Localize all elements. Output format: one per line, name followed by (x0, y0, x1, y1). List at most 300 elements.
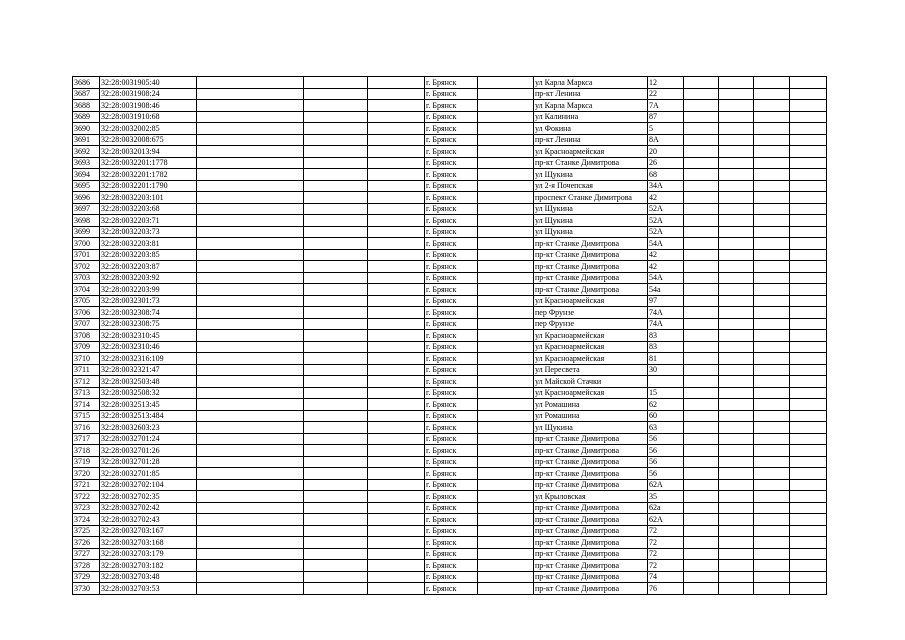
empty-cell (197, 157, 304, 169)
city-cell: г. Брянск (425, 238, 478, 250)
empty-cell (478, 261, 534, 273)
cadastral-number-cell: 32:28:0032701:26 (100, 445, 197, 457)
city-cell: г. Брянск (425, 180, 478, 192)
empty-cell (719, 77, 754, 89)
table-row (73, 479, 827, 491)
house-number-cell: 74А (648, 307, 684, 319)
empty-cell (304, 456, 368, 468)
empty-cell (754, 479, 790, 491)
street-cell: ул Фокина (534, 123, 648, 135)
row-number-cell: 3714 (73, 399, 100, 411)
empty-cell (719, 169, 754, 181)
empty-cell (197, 376, 304, 388)
empty-cell (197, 364, 304, 376)
table-row (73, 318, 827, 330)
row-number-cell: 3725 (73, 525, 100, 537)
row-number-cell: 3720 (73, 468, 100, 480)
empty-cell (478, 376, 534, 388)
cadastral-number-cell: 32:28:0032603:23 (100, 422, 197, 434)
cadastral-number-cell: 32:28:0032203:81 (100, 238, 197, 250)
empty-cell (684, 77, 719, 89)
empty-cell (197, 353, 304, 365)
empty-cell (719, 238, 754, 250)
empty-cell (478, 134, 534, 146)
table-row (73, 537, 827, 549)
cadastral-number-cell: 32:28:0032203:85 (100, 249, 197, 261)
table-row (73, 134, 827, 146)
cadastral-number-cell: 32:28:0032701:28 (100, 456, 197, 468)
empty-cell (790, 203, 827, 215)
empty-cell (754, 100, 790, 112)
table-row (73, 410, 827, 422)
empty-cell (754, 307, 790, 319)
empty-cell (754, 295, 790, 307)
empty-cell (197, 479, 304, 491)
street-cell: пр-кт Станке Димитрова (534, 571, 648, 583)
empty-cell (790, 77, 827, 89)
empty-cell (304, 100, 368, 112)
cadastral-number-cell: 32:28:0032201:1790 (100, 180, 197, 192)
row-number-cell: 3689 (73, 111, 100, 123)
empty-cell (368, 433, 425, 445)
row-number-cell: 3718 (73, 445, 100, 457)
cadastral-number-cell: 32:28:0032013:94 (100, 146, 197, 158)
street-cell: ул Майской Стачки (534, 376, 648, 388)
city-cell: г. Брянск (425, 525, 478, 537)
street-cell: пр-кт Станке Димитрова (534, 548, 648, 560)
empty-cell (790, 364, 827, 376)
house-number-cell: 56 (648, 456, 684, 468)
house-number-cell: 42 (648, 261, 684, 273)
table-body (73, 77, 827, 595)
city-cell: г. Брянск (425, 548, 478, 560)
empty-cell (197, 295, 304, 307)
empty-cell (684, 491, 719, 503)
empty-cell (478, 226, 534, 238)
empty-cell (719, 111, 754, 123)
empty-cell (197, 422, 304, 434)
empty-cell (478, 307, 534, 319)
cadastral-number-cell: 32:28:0032203:101 (100, 192, 197, 204)
table-row (73, 169, 827, 181)
empty-cell (304, 192, 368, 204)
empty-cell (684, 583, 719, 595)
empty-cell (790, 169, 827, 181)
row-number-cell: 3729 (73, 571, 100, 583)
empty-cell (304, 387, 368, 399)
empty-cell (304, 422, 368, 434)
street-cell: пр-кт Станке Димитрова (534, 560, 648, 572)
empty-cell (719, 399, 754, 411)
house-number-cell: 52А (648, 203, 684, 215)
empty-cell (197, 583, 304, 595)
empty-cell (719, 284, 754, 296)
empty-cell (790, 226, 827, 238)
empty-cell (197, 272, 304, 284)
empty-cell (754, 422, 790, 434)
city-cell: г. Брянск (425, 284, 478, 296)
row-number-cell: 3699 (73, 226, 100, 238)
empty-cell (719, 376, 754, 388)
cadastral-number-cell: 32:28:0032310:45 (100, 330, 197, 342)
table-row (73, 111, 827, 123)
house-number-cell: 68 (648, 169, 684, 181)
row-number-cell: 3730 (73, 583, 100, 595)
empty-cell (304, 295, 368, 307)
empty-cell (304, 583, 368, 595)
table-row (73, 353, 827, 365)
street-cell: ул Щукина (534, 203, 648, 215)
empty-cell (719, 491, 754, 503)
empty-cell (368, 180, 425, 192)
row-number-cell: 3702 (73, 261, 100, 273)
empty-cell (790, 548, 827, 560)
table-row (73, 330, 827, 342)
empty-cell (719, 537, 754, 549)
empty-cell (304, 134, 368, 146)
cadastral-number-cell: 32:28:0032201:1782 (100, 169, 197, 181)
cadastral-number-cell: 32:28:0032702:35 (100, 491, 197, 503)
city-cell: г. Брянск (425, 157, 478, 169)
empty-cell (754, 261, 790, 273)
cadastral-number-cell: 32:28:0032301:73 (100, 295, 197, 307)
city-cell: г. Брянск (425, 123, 478, 135)
empty-cell (197, 284, 304, 296)
street-cell: пр-кт Станке Димитрова (534, 525, 648, 537)
empty-cell (368, 353, 425, 365)
city-cell: г. Брянск (425, 571, 478, 583)
row-number-cell: 3727 (73, 548, 100, 560)
table-row (73, 180, 827, 192)
row-number-cell: 3719 (73, 456, 100, 468)
table-row (73, 433, 827, 445)
empty-cell (304, 88, 368, 100)
empty-cell (368, 157, 425, 169)
table-row (73, 456, 827, 468)
empty-cell (368, 468, 425, 480)
empty-cell (197, 548, 304, 560)
empty-cell (684, 399, 719, 411)
empty-cell (790, 537, 827, 549)
empty-cell (197, 571, 304, 583)
empty-cell (197, 341, 304, 353)
street-cell: проспект Станке Димитрова (534, 192, 648, 204)
city-cell: г. Брянск (425, 295, 478, 307)
empty-cell (478, 272, 534, 284)
street-cell: пр-кт Ленина (534, 88, 648, 100)
empty-cell (368, 272, 425, 284)
table-row (73, 226, 827, 238)
cadastral-number-cell: 32:28:0032316:109 (100, 353, 197, 365)
empty-cell (197, 387, 304, 399)
city-cell: г. Брянск (425, 387, 478, 399)
empty-cell (304, 307, 368, 319)
empty-cell (684, 525, 719, 537)
street-cell: ул Ромашина (534, 410, 648, 422)
empty-cell (368, 123, 425, 135)
empty-cell (197, 192, 304, 204)
empty-cell (719, 157, 754, 169)
empty-cell (754, 445, 790, 457)
house-number-cell: 72 (648, 537, 684, 549)
empty-cell (684, 560, 719, 572)
empty-cell (304, 502, 368, 514)
street-cell: ул Красноармейская (534, 353, 648, 365)
street-cell: ул Щукина (534, 215, 648, 227)
house-number-cell: 60 (648, 410, 684, 422)
city-cell: г. Брянск (425, 514, 478, 526)
empty-cell (304, 445, 368, 457)
city-cell: г. Брянск (425, 468, 478, 480)
street-cell: пр-кт Станке Димитрова (534, 445, 648, 457)
empty-cell (304, 364, 368, 376)
row-number-cell: 3690 (73, 123, 100, 135)
table-row (73, 548, 827, 560)
table-row (73, 100, 827, 112)
row-number-cell: 3724 (73, 514, 100, 526)
empty-cell (368, 491, 425, 503)
empty-cell (368, 249, 425, 261)
row-number-cell: 3710 (73, 353, 100, 365)
empty-cell (719, 456, 754, 468)
cadastral-number-cell: 32:28:0032203:71 (100, 215, 197, 227)
table-row (73, 341, 827, 353)
empty-cell (790, 341, 827, 353)
row-number-cell: 3705 (73, 295, 100, 307)
row-number-cell: 3709 (73, 341, 100, 353)
empty-cell (790, 422, 827, 434)
empty-cell (790, 238, 827, 250)
empty-cell (684, 307, 719, 319)
empty-cell (478, 330, 534, 342)
empty-cell (790, 249, 827, 261)
empty-cell (478, 192, 534, 204)
house-number-cell: 62 (648, 399, 684, 411)
empty-cell (304, 215, 368, 227)
table-row (73, 157, 827, 169)
city-cell: г. Брянск (425, 88, 478, 100)
street-cell: пр-кт Станке Димитрова (534, 479, 648, 491)
house-number-cell: 87 (648, 111, 684, 123)
empty-cell (719, 215, 754, 227)
empty-cell (304, 146, 368, 158)
street-cell: ул Крыловская (534, 491, 648, 503)
empty-cell (754, 433, 790, 445)
empty-cell (684, 169, 719, 181)
table-row (73, 238, 827, 250)
table-row (73, 502, 827, 514)
empty-cell (368, 77, 425, 89)
empty-cell (719, 410, 754, 422)
street-cell: ул Ромашина (534, 399, 648, 411)
empty-cell (368, 514, 425, 526)
city-cell: г. Брянск (425, 456, 478, 468)
empty-cell (304, 226, 368, 238)
house-number-cell: 15 (648, 387, 684, 399)
empty-cell (790, 433, 827, 445)
house-number-cell: 5 (648, 123, 684, 135)
empty-cell (304, 525, 368, 537)
empty-cell (754, 203, 790, 215)
empty-cell (368, 203, 425, 215)
cadastral-number-cell: 32:28:0031910:68 (100, 111, 197, 123)
street-cell: ул Красноармейская (534, 341, 648, 353)
empty-cell (478, 433, 534, 445)
city-cell: г. Брянск (425, 583, 478, 595)
row-number-cell: 3695 (73, 180, 100, 192)
empty-cell (684, 203, 719, 215)
cadastral-number-cell: 32:28:0032203:73 (100, 226, 197, 238)
empty-cell (197, 180, 304, 192)
empty-cell (478, 571, 534, 583)
empty-cell (754, 226, 790, 238)
row-number-cell: 3715 (73, 410, 100, 422)
empty-cell (478, 341, 534, 353)
empty-cell (684, 295, 719, 307)
empty-cell (478, 353, 534, 365)
empty-cell (304, 318, 368, 330)
empty-cell (478, 238, 534, 250)
empty-cell (719, 249, 754, 261)
empty-cell (790, 560, 827, 572)
empty-cell (754, 502, 790, 514)
table-row (73, 215, 827, 227)
cadastral-number-cell: 32:28:0032321:47 (100, 364, 197, 376)
house-number-cell: 72 (648, 560, 684, 572)
empty-cell (754, 238, 790, 250)
empty-cell (197, 238, 304, 250)
cadastral-number-cell: 32:28:0032701:24 (100, 433, 197, 445)
empty-cell (478, 215, 534, 227)
empty-cell (790, 399, 827, 411)
row-number-cell: 3697 (73, 203, 100, 215)
house-number-cell (648, 376, 684, 388)
empty-cell (684, 146, 719, 158)
empty-cell (684, 157, 719, 169)
empty-cell (684, 88, 719, 100)
table-row (73, 583, 827, 595)
empty-cell (368, 364, 425, 376)
empty-cell (304, 261, 368, 273)
table-row (73, 123, 827, 135)
street-cell: пер Фрунзе (534, 307, 648, 319)
table-row (73, 146, 827, 158)
empty-cell (368, 376, 425, 388)
empty-cell (719, 571, 754, 583)
house-number-cell: 54А (648, 272, 684, 284)
row-number-cell: 3717 (73, 433, 100, 445)
house-number-cell: 42 (648, 192, 684, 204)
empty-cell (719, 272, 754, 284)
row-number-cell: 3728 (73, 560, 100, 572)
empty-cell (478, 123, 534, 135)
city-cell: г. Брянск (425, 111, 478, 123)
empty-cell (684, 123, 719, 135)
empty-cell (368, 548, 425, 560)
city-cell: г. Брянск (425, 272, 478, 284)
empty-cell (478, 318, 534, 330)
empty-cell (684, 410, 719, 422)
table-row (73, 192, 827, 204)
empty-cell (754, 169, 790, 181)
city-cell: г. Брянск (425, 261, 478, 273)
empty-cell (754, 491, 790, 503)
table-row (73, 491, 827, 503)
city-cell: г. Брянск (425, 307, 478, 319)
table-row (73, 307, 827, 319)
table-row (73, 525, 827, 537)
empty-cell (368, 422, 425, 434)
empty-cell (304, 341, 368, 353)
empty-cell (754, 583, 790, 595)
empty-cell (684, 272, 719, 284)
row-number-cell: 3706 (73, 307, 100, 319)
empty-cell (197, 226, 304, 238)
empty-cell (197, 88, 304, 100)
house-number-cell: 81 (648, 353, 684, 365)
cadastral-number-cell: 32:28:0032702:43 (100, 514, 197, 526)
empty-cell (790, 353, 827, 365)
house-number-cell: 7А (648, 100, 684, 112)
city-cell: г. Брянск (425, 353, 478, 365)
empty-cell (304, 560, 368, 572)
empty-cell (790, 100, 827, 112)
empty-cell (197, 433, 304, 445)
empty-cell (754, 456, 790, 468)
empty-cell (368, 330, 425, 342)
cadastral-number-cell: 32:28:0032008:675 (100, 134, 197, 146)
city-cell: г. Брянск (425, 249, 478, 261)
row-number-cell: 3711 (73, 364, 100, 376)
empty-cell (719, 502, 754, 514)
table-row (73, 571, 827, 583)
empty-cell (304, 479, 368, 491)
cadastral-number-cell: 32:28:0032308:75 (100, 318, 197, 330)
empty-cell (719, 88, 754, 100)
house-number-cell: 56 (648, 433, 684, 445)
street-cell: ул Красноармейская (534, 330, 648, 342)
empty-cell (754, 157, 790, 169)
city-cell: г. Брянск (425, 491, 478, 503)
street-cell: пр-кт Станке Димитрова (534, 433, 648, 445)
house-number-cell: 42 (648, 249, 684, 261)
empty-cell (719, 261, 754, 273)
empty-cell (478, 479, 534, 491)
empty-cell (368, 456, 425, 468)
empty-cell (790, 111, 827, 123)
empty-cell (790, 307, 827, 319)
table-row (73, 514, 827, 526)
empty-cell (754, 88, 790, 100)
house-number-cell: 83 (648, 341, 684, 353)
house-number-cell: 52А (648, 215, 684, 227)
empty-cell (754, 272, 790, 284)
house-number-cell: 97 (648, 295, 684, 307)
cadastral-number-cell: 32:28:0032513:484 (100, 410, 197, 422)
row-number-cell: 3721 (73, 479, 100, 491)
empty-cell (368, 571, 425, 583)
row-number-cell: 3694 (73, 169, 100, 181)
empty-cell (197, 307, 304, 319)
cadastral-number-cell: 32:28:0032508:32 (100, 387, 197, 399)
cadastral-number-cell: 32:28:0032310:46 (100, 341, 197, 353)
empty-cell (478, 445, 534, 457)
table-row (73, 468, 827, 480)
empty-cell (684, 192, 719, 204)
city-cell: г. Брянск (425, 100, 478, 112)
empty-cell (304, 249, 368, 261)
empty-cell (719, 583, 754, 595)
